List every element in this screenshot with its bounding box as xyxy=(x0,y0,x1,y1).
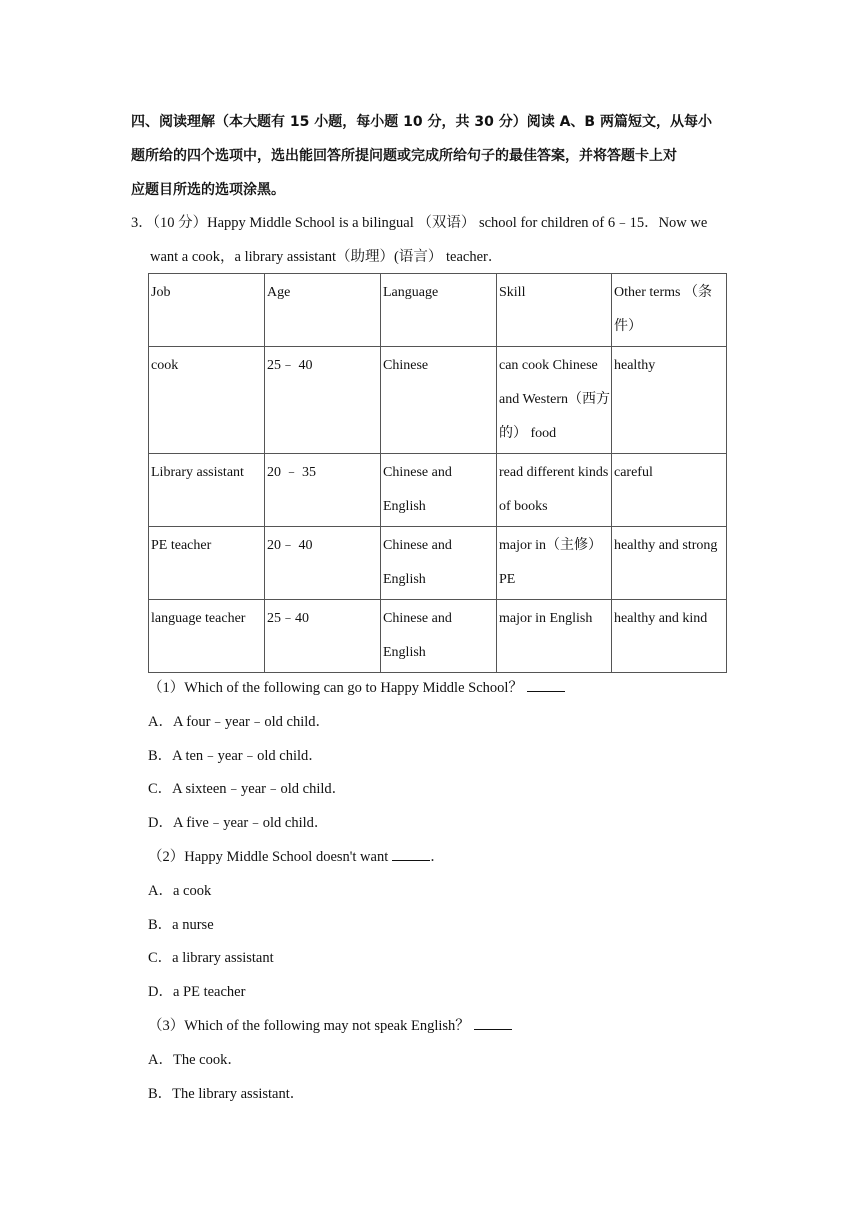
question-intro-line: 3．（10 分）Happy Middle School is a bilingual （双语） school for children of 6﹣15．Now we xyxy=(131,215,708,231)
option: C．A sixteen﹣year﹣old child． xyxy=(148,781,347,798)
section-heading-line: 题所给的四个选项中，选出能回答所提问题或完成所给句子的最佳答案，并将答题卡上对 xyxy=(131,148,677,164)
option: C．a library assistant xyxy=(148,950,274,967)
question-stem xyxy=(148,1010,738,1044)
table-row xyxy=(149,600,727,673)
table-cell: 20﹣ 40 xyxy=(265,527,381,600)
question-intro-line: want a cook，a library assistant（助理）(语言） teacher． xyxy=(150,249,503,265)
table-cell: healthy and kind xyxy=(612,600,727,673)
section-heading-line: 应题目所选的选项涂黑。 xyxy=(131,182,285,198)
option: B．A ten﹣year﹣old child． xyxy=(148,747,323,764)
option: A．The cook． xyxy=(148,1051,242,1068)
table-header-cell: Skill xyxy=(497,274,612,347)
option: A．A four﹣year﹣old child． xyxy=(148,713,331,730)
table-cell: careful xyxy=(612,454,727,527)
answer-blank[interactable] xyxy=(392,842,430,861)
table-cell: 20 ﹣ 35 xyxy=(265,454,381,527)
table-header-row xyxy=(149,274,727,347)
table-cell: language teacher xyxy=(149,600,265,673)
answer-blank[interactable] xyxy=(474,1011,512,1030)
table-cell: read different kinds of books xyxy=(497,454,612,527)
option: D．A five﹣year﹣old child． xyxy=(148,815,329,832)
table-cell: 25﹣40 xyxy=(265,600,381,673)
answer-blank[interactable] xyxy=(527,673,565,692)
question-stem-text: （2）Happy Middle School doesn't want xyxy=(148,848,389,865)
table-cell: 25﹣ 40 xyxy=(265,347,381,454)
option: B．The library assistant． xyxy=(148,1085,305,1102)
question-stem-text: （3）Which of the following may not speak English？ xyxy=(148,1017,470,1034)
table-row xyxy=(149,454,727,527)
question-stem xyxy=(148,672,738,706)
table-cell: healthy xyxy=(612,347,727,454)
job-table xyxy=(148,273,727,673)
section-heading xyxy=(131,105,736,207)
option: A．a cook xyxy=(148,882,212,899)
section-heading-line: 四、阅读理解（本大题有 15 小题，每小题 10 分，共 30 分）阅读 A、B 两篇短文，从每小 xyxy=(131,114,712,130)
question-stem-end: ． xyxy=(430,848,445,865)
sub-questions xyxy=(148,672,738,1111)
table-cell: Chinese and English xyxy=(381,527,497,600)
table-cell: Chinese and English xyxy=(381,454,497,527)
question-stem-text: （1）Which of the following can go to Happy Middle School？ xyxy=(148,680,523,696)
table-header-cell: Other terms （条件） xyxy=(612,274,727,347)
table-cell: cook xyxy=(149,347,265,454)
table-cell: major in English xyxy=(497,600,612,673)
table-cell: Library assistant xyxy=(149,454,265,527)
table-cell: PE teacher xyxy=(149,527,265,600)
table-header-cell: Age xyxy=(265,274,381,347)
table-header-cell: Job xyxy=(149,274,265,347)
table-cell: healthy and strong xyxy=(612,527,727,600)
table-header-cell: Language xyxy=(381,274,497,347)
table-cell: can cook Chinese and Western（西方的） food xyxy=(497,347,612,454)
table-row xyxy=(149,527,727,600)
question-3-intro xyxy=(131,206,736,274)
table-cell: Chinese and English xyxy=(381,600,497,673)
question-stem xyxy=(148,841,738,875)
table-cell: major in（主修）PE xyxy=(497,527,612,600)
option: D．a PE teacher xyxy=(148,984,246,1001)
table-cell: Chinese xyxy=(381,347,497,454)
option: B．a nurse xyxy=(148,916,214,933)
table-row xyxy=(149,347,727,454)
